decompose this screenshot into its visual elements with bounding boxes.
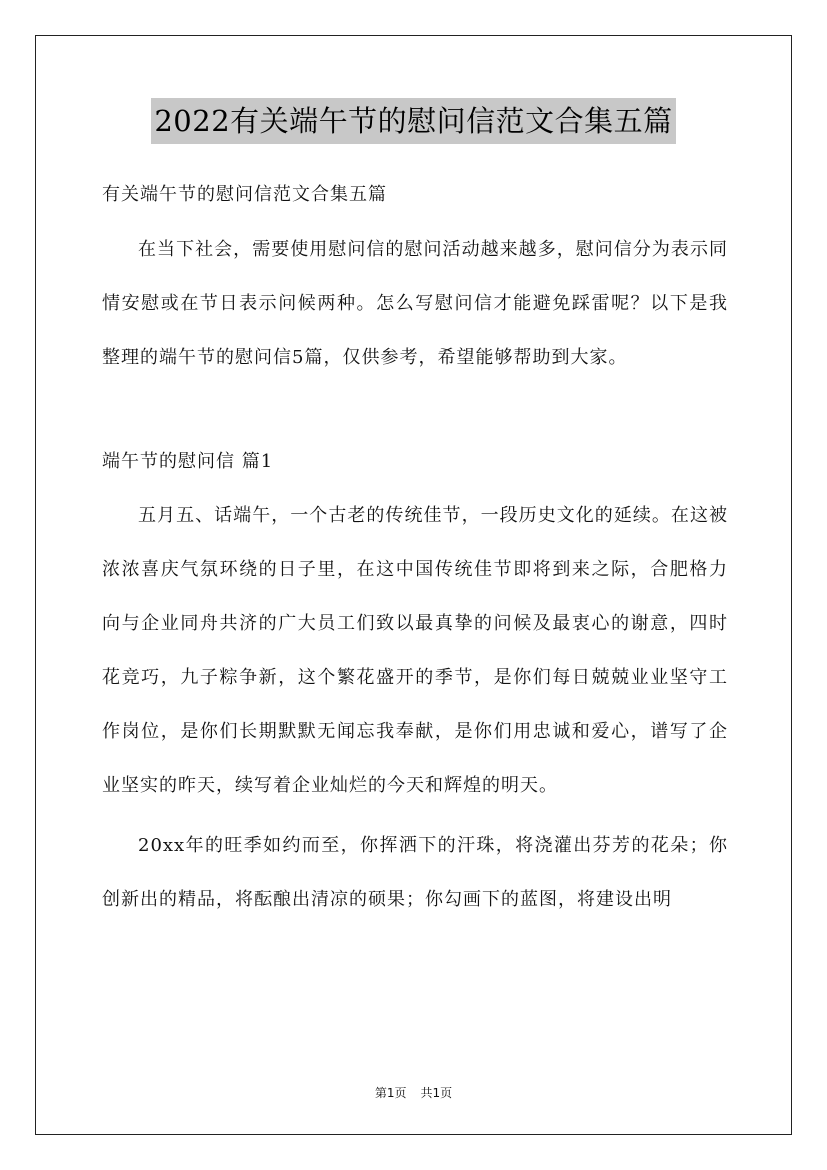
section-heading: 端午节的慰问信 篇1 xyxy=(102,451,274,472)
document-body xyxy=(102,170,728,927)
intro-paragraph: 在当下社会，需要使用慰问信的慰问活动越来越多，慰问信分为表示同情安慰或在节日表示问候两种。怎么写慰问信才能避免踩雷呢？以下是我整理的端午节的慰问信5篇，仅供参考，希望能够帮助到大家。 xyxy=(102,239,728,368)
page-total: 共1页 xyxy=(420,1086,453,1100)
title-container xyxy=(0,98,827,144)
document-title: 2022有关端午节的慰问信范文合集五篇 xyxy=(151,98,675,144)
section-paragraph-1: 五月五、话端午，一个古老的传统佳节，一段历史文化的延续。在这被浓浓喜庆气氛环绕的日子里，在这中国传统佳节即将到来之际，合肥格力向与企业同舟共济的广大员工们致以最真挚的问候及最衷心的谢意，四时花竞巧，九子粽争新，这个繁花盛开的季节，是你们每日兢兢业业坚守工作岗位，是你们长期默默无闻忘我奉献，是你们用忠诚和爱心，谱写了企业坚实的昨天，续写着企业灿烂的今天和辉煌的明天。 xyxy=(102,505,728,796)
document-subtitle: 有关端午节的慰问信范文合集五篇 xyxy=(102,184,387,205)
section-paragraph-2: 20xx年的旺季如约而至，你挥洒下的汗珠，将浇灌出芬芳的花朵；你创新出的精品，将酝酿出清凉的硕果；你勾画下的蓝图，将建设出明 xyxy=(102,835,728,910)
page-footer xyxy=(0,1084,827,1101)
page-number: 第1页 xyxy=(374,1086,407,1100)
